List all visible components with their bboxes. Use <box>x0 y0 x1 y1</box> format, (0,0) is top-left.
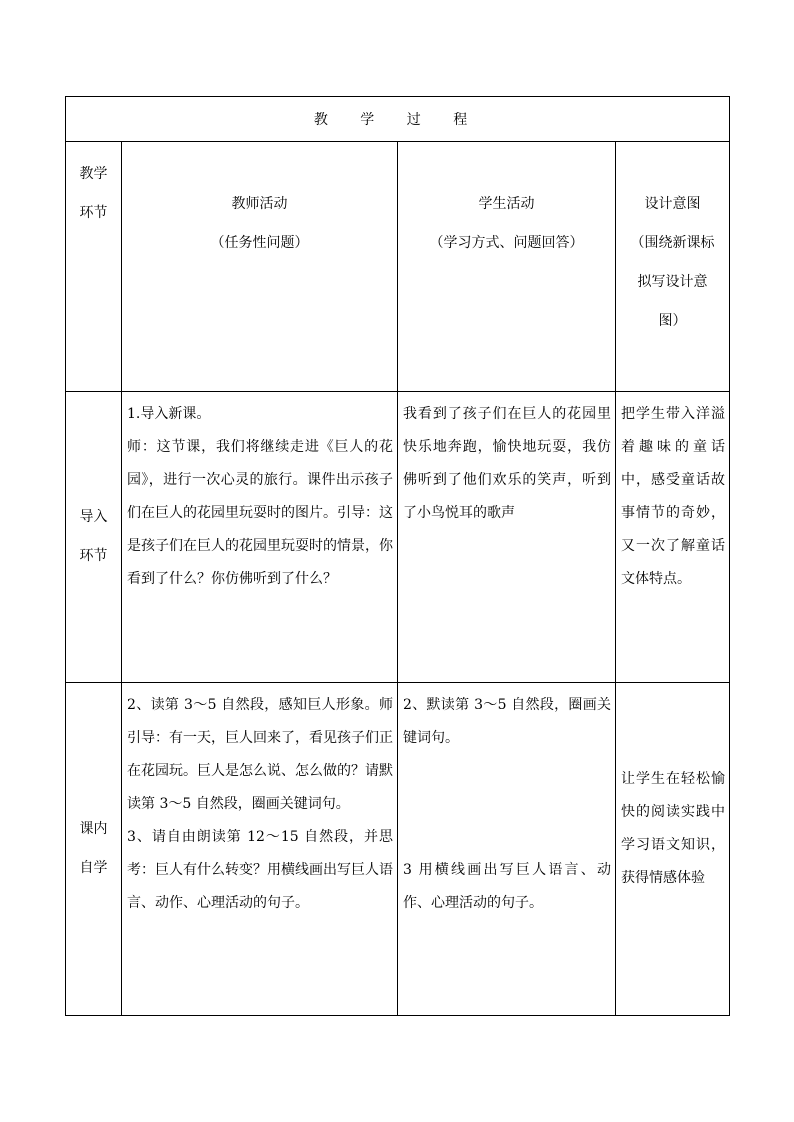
teacher-activity-cell <box>122 392 398 683</box>
design-intent-cell <box>616 392 730 683</box>
teacher-activity-text: 1.导入新课。 <box>127 406 211 422</box>
table-row <box>66 392 730 683</box>
header-intent-line: 图） <box>658 313 687 329</box>
teacher-activity-text: 3、请自由朗读第 12～15 自然段，并思考：巨人有什么转变？用横线画出写巨人语言、动作、心理活动的句子。 <box>127 829 393 911</box>
table-title: 教 学 过 程 <box>66 97 730 142</box>
student-activity-cell <box>398 683 616 1016</box>
header-teacher-line: 教师活动 <box>231 196 288 212</box>
header-student <box>398 142 616 392</box>
header-teacher <box>122 142 398 392</box>
teacher-activity-text: 2、读第 3～5 自然段，感知巨人形象。师引导：有一天，巨人回来了，看见孩子们正在花园玩。巨人是怎么说、怎么做的？请默读第 3～5 自然段，圈画关键词句。 <box>127 697 393 812</box>
stage-cell <box>66 392 122 683</box>
student-activity-text: 我看到了孩子们在巨人的花园里快乐地奔跑，愉快地玩耍，我仿佛听到了他们欢乐的笑声，听到了小鸟悦耳的歌声 <box>403 406 611 521</box>
teacher-activity-text: 师：这节课，我们将继续走进《巨人的花园》，进行一次心灵的旅行。课件出示孩子们在巨人的花园里玩耍时的图片。引导：这是孩子们在巨人的花园里玩耍时的情景，你看到了什么？你仿佛听到了什么？ <box>127 439 393 587</box>
student-activity-text: 2、默读第 3～5 自然段，圈画关键词句。 <box>403 697 611 746</box>
design-intent-cell <box>616 683 730 1016</box>
student-activity-text: 3 用横线画出写巨人语言、动作、心理活动的句子。 <box>403 862 611 911</box>
header-student-line: 学生活动 <box>478 196 535 212</box>
stage-label: 环节 <box>79 548 108 564</box>
header-intent-line: 拟写设计意 <box>637 274 708 290</box>
header-teacher-line: （任务性问题） <box>210 235 309 251</box>
stage-label: 课内 <box>79 821 108 837</box>
header-stage <box>66 142 122 392</box>
stage-cell <box>66 683 122 1016</box>
lesson-process-table <box>65 96 730 1016</box>
header-intent <box>616 142 730 392</box>
design-intent-text: 把学生带入洋溢着趣味的童话中，感受童话故事情节的奇妙，又一次了解童话文体特点。 <box>621 406 726 587</box>
header-intent-line: 设计意图 <box>644 196 701 212</box>
header-stage-line: 环节 <box>79 205 108 221</box>
stage-label: 导入 <box>79 509 108 525</box>
stage-label: 自学 <box>79 860 108 876</box>
student-activity-cell <box>398 392 616 683</box>
header-intent-line: （围绕新课标 <box>630 235 715 251</box>
teacher-activity-cell <box>122 683 398 1016</box>
header-student-line: （学习方式、问题回答） <box>429 235 584 251</box>
design-intent-text: 让学生在轻松愉快的阅读实践中学习语文知识，获得情感体验 <box>621 771 726 886</box>
header-stage-line: 教学 <box>79 166 108 182</box>
table-row <box>66 683 730 1016</box>
